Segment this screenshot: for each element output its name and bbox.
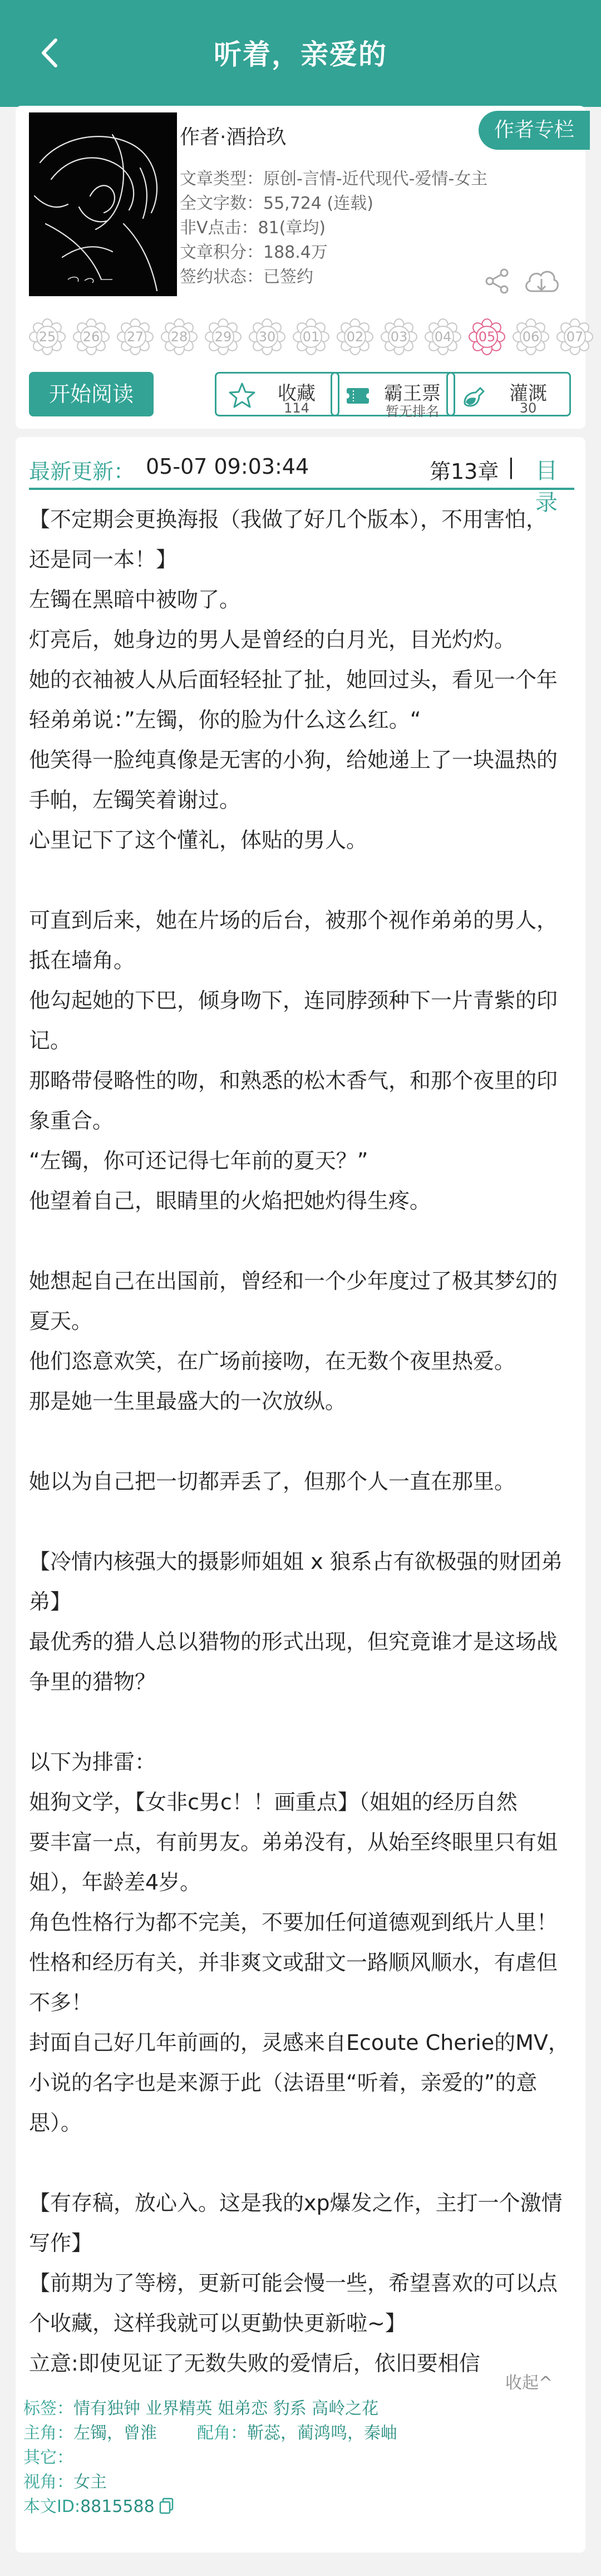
latest-chapter-link[interactable]: 第13章: [430, 459, 499, 484]
description-line: 姐狗文学，【女非c男c！！画重点】（姐姐的经历自然: [29, 1790, 518, 1814]
bawang-ticket-button[interactable]: [331, 372, 455, 419]
author-column-button[interactable]: 作者专栏: [479, 111, 590, 150]
description-line: 夏天。: [29, 1309, 93, 1333]
id-row: [23, 2495, 580, 2519]
id-label: 本文ID:: [23, 2497, 81, 2516]
meta-clicks: 非V点击：81(章均): [180, 218, 326, 238]
description-line: 【前期为了等榜，更新可能会慢一些，希望喜欢的可以点: [29, 2271, 558, 2295]
lead-value: 左镯，曾淮: [73, 2423, 157, 2443]
author-name[interactable]: 作者·酒拾玖: [180, 126, 287, 149]
description-line: 她以为自己把一切都弄丢了，但那个人一直在那里。: [29, 1469, 516, 1494]
description-line: [29, 1221, 574, 1261]
description-line: 还是同一本！】: [29, 547, 178, 572]
tags-label: 标签：: [23, 2399, 73, 2418]
latest-update-time: 05-07 09:03:44: [146, 454, 309, 479]
description-line: 个收藏，这样我就可以更勤快更新啦~】: [29, 2311, 406, 2335]
meta-type: 文章类型：原创-言情-近代现代-爱情-女主: [180, 169, 488, 189]
description-line: 她想起自己在出国前，曾经和一个少年度过了极其梦幻的: [29, 1269, 558, 1293]
irrigate-button[interactable]: [446, 372, 571, 416]
flower-day[interactable]: [205, 318, 242, 355]
flower-day[interactable]: [73, 318, 110, 355]
flower-day-number: 25: [38, 329, 56, 345]
collapse-toggle[interactable]: 收起^: [505, 2373, 553, 2393]
flower-day-number: 05: [478, 329, 496, 345]
description-line: 他笑得一脸纯真像是无害的小狗，给她递上了一块温热的: [29, 748, 558, 772]
description-line: 他望着自己，眼睛里的火焰把她灼得生疼。: [29, 1189, 431, 1213]
latest-update-bar: [29, 445, 574, 516]
description-line: 象重合。: [29, 1108, 114, 1133]
description-line: 以下为排雷：: [29, 1750, 156, 1774]
description-line: “左镯，你可还记得七年前的夏天？”: [29, 1149, 368, 1173]
description-line: 性格和经历有关，并非爽文或甜文一路顺风顺水，有虐但: [29, 1950, 558, 1975]
flower-day[interactable]: [556, 318, 593, 355]
description-line: 弟】: [29, 1589, 72, 1614]
flower-day[interactable]: [293, 318, 329, 355]
description-line: 抵在墙角。: [29, 948, 135, 973]
description-line: 他勾起她的下巴，倾身吻下，连同脖颈种下一片青紫的印: [29, 988, 558, 1013]
book-info-card: [16, 106, 585, 429]
description-line: 她的衣袖被人从后面轻轻扯了扯，她回过头，看见一个年: [29, 668, 558, 692]
flower-day-number: 26: [82, 329, 100, 345]
description-line: [29, 860, 574, 900]
collect-label: 收藏: [278, 382, 316, 405]
support-value: 靳蕊，蔺鸿鸣，秦岫: [247, 2423, 397, 2443]
flower-day[interactable]: [161, 318, 198, 355]
flower-day-number: 28: [170, 329, 188, 345]
collect-button[interactable]: [215, 372, 339, 416]
tags-row: [23, 2397, 580, 2421]
description-line: 心里记下了这个懂礼，体贴的男人。: [29, 828, 368, 852]
meta-word-count: 全文字数：55,724 (连载): [180, 194, 373, 213]
irrigate-count: 30: [519, 400, 537, 416]
flower-day[interactable]: [29, 318, 66, 355]
lead-row: [23, 2421, 580, 2446]
latest-update-label: 最新更新：: [29, 459, 135, 484]
bawang-rank: 暂无排名: [386, 404, 439, 419]
description-line: 【不定期会更换海报（我做了好几个版本），不用害怕，: [29, 507, 548, 532]
flower-day-number: 03: [390, 329, 408, 345]
description-line: 那是她一生里最盛大的一次放纵。: [29, 1389, 347, 1414]
description-line: [29, 1502, 574, 1542]
flower-day-number: 27: [126, 329, 144, 345]
description-line: 思）。: [29, 2111, 82, 2135]
share-icon[interactable]: [483, 267, 511, 295]
description-line: 可直到后来，她在片场的后台，被那个视作弟弟的男人，: [29, 908, 558, 933]
description-line: 轻弟弟说：”左镯，你的脸为什么这么红。“: [29, 708, 421, 732]
description-line: 灯亮后，她身边的男人是曾经的白月光，目光灼灼。: [29, 627, 516, 652]
description-line: 要丰富一点，有前男友。弟弟没有，从始至终眼里只有姐: [29, 1830, 558, 1854]
description-line: 角色性格行为都不完美，不要加任何道德观到纸片人里！: [29, 1910, 558, 1935]
table-of-contents-link[interactable]: 目录: [535, 458, 558, 516]
description-line: [29, 1702, 574, 1742]
start-reading-button[interactable]: 开始阅读: [29, 372, 154, 416]
view-value: 女主: [73, 2472, 107, 2492]
description-line: 不多！: [29, 1990, 93, 2015]
flower-calendar: [29, 318, 584, 357]
meta-sign-status: 签约状态：已签约: [180, 267, 313, 287]
flower-day[interactable]: [425, 318, 461, 355]
description-line: 记。: [29, 1028, 72, 1053]
description-line: [29, 2143, 574, 2183]
flower-day[interactable]: [381, 318, 417, 355]
description-line: 写作】: [29, 2231, 93, 2255]
support-label: 配角：: [197, 2423, 247, 2443]
description-line: 立意:即使见证了无数失败的爱情后，依旧要相信: [29, 2351, 480, 2376]
flower-day-number: 29: [214, 329, 232, 345]
flower-day-number: 06: [522, 329, 540, 345]
flower-day[interactable]: [249, 318, 285, 355]
bawang-label: 霸王票: [384, 382, 441, 405]
copy-icon[interactable]: [159, 2498, 174, 2514]
separator: |: [508, 454, 515, 479]
tags-value[interactable]: 情有独钟 业界精英 姐弟恋 豹系 高岭之花: [73, 2399, 379, 2418]
description-line: 【有存稿，放心入。这是我的xp爆发之作，主打一个激情: [29, 2191, 563, 2215]
view-label: 视角：: [23, 2472, 73, 2492]
header-bar: [0, 0, 601, 107]
description-line: 那略带侵略性的吻，和熟悉的松木香气，和那个夜里的印: [29, 1068, 558, 1093]
description-line: 封面自己好几年前画的，灵感来自Ecoute Cherie的MV，: [29, 2030, 569, 2055]
flower-day-number: 01: [302, 329, 320, 345]
book-description: [29, 499, 574, 2383]
page-title: 听着，亲爱的: [214, 38, 387, 71]
description-line: 小说的名字也是来源于此（法语里“听着，亲爱的”的意: [29, 2070, 538, 2095]
id-value: 8815588: [80, 2497, 155, 2516]
flower-day-number: 04: [434, 329, 452, 345]
book-meta: [180, 167, 487, 290]
flower-day-number: 07: [566, 329, 584, 345]
description-line: 争里的猎物？: [29, 1670, 156, 1694]
description-line: 【冷情内核强大的摄影师姐姐 x 狼系占有欲极强的财团弟: [29, 1549, 563, 1574]
book-tags: [23, 2397, 580, 2519]
flower-day[interactable]: [337, 318, 373, 355]
description-line: 手帕，左镯笑着谢过。: [29, 788, 241, 812]
description-line: [29, 1421, 574, 1461]
description-line: 最优秀的猎人总以猎物的形式出现，但究竟谁才是这场战: [29, 1630, 558, 1654]
lead-label: 主角：: [23, 2423, 73, 2443]
flower-day[interactable]: [117, 318, 154, 355]
description-line: 左镯在黑暗中被吻了。: [29, 587, 241, 612]
irrigate-label: 灌溉: [509, 382, 547, 405]
collect-count: 114: [284, 400, 309, 416]
flower-day[interactable]: [469, 318, 505, 355]
flower-day-number: 02: [346, 329, 364, 345]
meta-score: 文章积分：188.4万: [180, 243, 328, 262]
description-line: 他们恣意欢笑，在广场前接吻，在无数个夜里热爱。: [29, 1349, 516, 1373]
book-detail-card: [16, 437, 585, 2553]
other-label: 其它：: [23, 2448, 73, 2467]
book-cover[interactable]: [29, 112, 177, 296]
flower-day[interactable]: [513, 318, 549, 355]
cloud-download-icon[interactable]: [522, 264, 561, 298]
view-row: [23, 2470, 580, 2495]
description-line: 姐），年龄差4岁。: [29, 1870, 201, 1895]
other-row: [23, 2446, 580, 2470]
flower-day-number: 30: [258, 329, 276, 345]
